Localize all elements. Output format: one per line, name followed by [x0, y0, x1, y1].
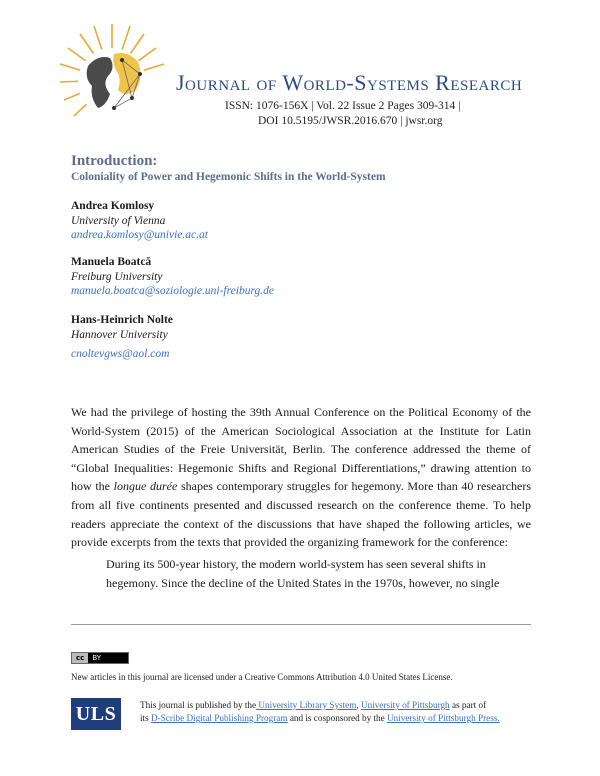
journal-globe-logo-icon — [52, 20, 172, 140]
body-emphasis: longue durée — [113, 479, 178, 494]
uls-logo[interactable]: ULS — [71, 698, 121, 730]
cc-icon: cc — [72, 653, 88, 663]
author-block — [71, 199, 208, 243]
author-block — [71, 255, 274, 299]
license-text: New articles in this journal are licensed under a Creative Commons Attribution 4.0 United States License. — [71, 672, 453, 682]
publisher-note — [140, 699, 500, 725]
author-block — [71, 313, 173, 362]
author-name: Manuela Boatcă — [71, 256, 152, 268]
footer-divider — [71, 624, 531, 625]
body-text-part: shapes contemporary struggles for hegemony. More than 40 researchers from all five continents presented and discussed research on the conference theme. To help readers appreciate the context of the discussions that have shaped the following articles, we provide excerpts from the texts that provided the organizing framework for the conference: — [71, 479, 532, 550]
pub-text: as part of — [449, 700, 487, 710]
pub-text: and is cosponsored by the — [287, 713, 388, 723]
cc-by-license-badge[interactable] — [71, 652, 129, 664]
author-affiliation: Hannover University — [71, 328, 168, 341]
pitt-press-link[interactable]: University of Pittsburgh Press. — [387, 713, 500, 723]
pub-text: , — [356, 700, 361, 710]
author-affiliation: University of Vienna — [71, 214, 166, 227]
pub-text: This journal is published by the — [140, 700, 257, 710]
article-subtitle: Coloniality of Power and Hegemonic Shifts in the World-System — [71, 171, 386, 183]
author-name: Andrea Komlosy — [71, 200, 155, 212]
by-icon: BY — [92, 654, 102, 662]
article-title: Introduction: — [71, 153, 158, 169]
doi-line: DOI 10.5195/JWSR.2016.670 | jwsr.org — [258, 115, 443, 127]
pub-text: its — [140, 713, 151, 723]
author-email-link[interactable]: manuela.boatca@soziologie.uni-freiburg.de — [71, 285, 274, 297]
university-library-system-link[interactable]: University Library System — [256, 700, 357, 710]
journal-title: Journal of World-Systems Research — [176, 70, 523, 95]
author-email-link[interactable]: cnoltevgws@aol.com — [71, 348, 170, 360]
d-scribe-program-link[interactable]: D-Scribe Digital Publishing Program — [150, 713, 288, 723]
author-affiliation: Freiburg University — [71, 270, 163, 283]
university-of-pittsburgh-link[interactable]: University of Pittsburgh — [361, 700, 450, 710]
issn-line: ISSN: 1076-156X | Vol. 22 Issue 2 Pages 309-314 | — [225, 100, 461, 112]
body-text-part: We had the privilege of hosting the 39th Annual Conference on the Political Economy of the World-System (2015) of the American Sociological Association at the Institute for Latin American Studies of the Freie Universität, Berlin. The conference addressed the theme of “Global Inequalities: Hegemonic Shifts and Regional Differentiations,” drawing attention to how the — [71, 405, 531, 494]
block-quote: During its 500-year history, the modern world-system has seen several shifts in hegemony. Since the decline of the United States in the 1970s, however, no single — [106, 557, 500, 590]
author-name: Hans-Heinrich Nolte — [71, 314, 173, 326]
author-email-link[interactable]: andrea.komlosy@univie.ac.at — [71, 229, 208, 241]
body-paragraph — [71, 403, 531, 552]
